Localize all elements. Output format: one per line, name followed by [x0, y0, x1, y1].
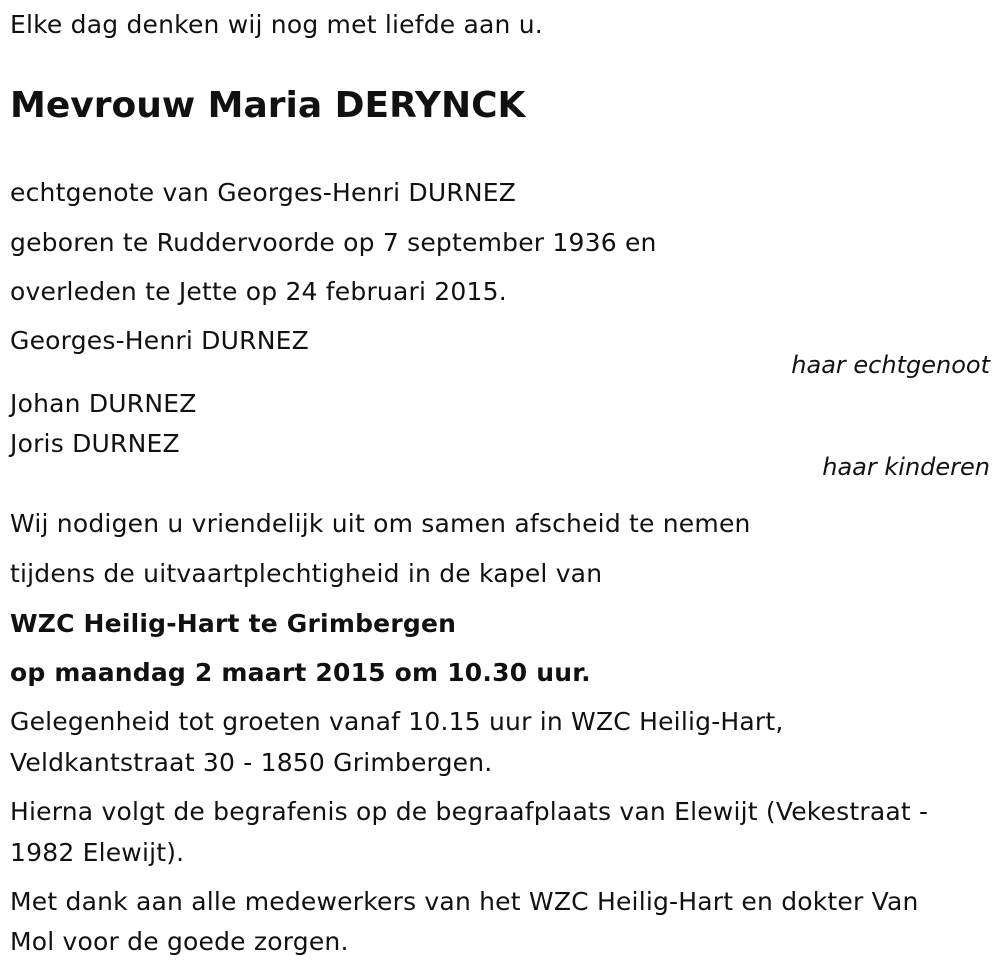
children-role: haar kinderen — [822, 453, 990, 481]
child-name-1: Johan DURNEZ — [10, 389, 197, 418]
invitation-line-1: Wij nodigen u vriendelijk uit om samen afscheid te nemen — [10, 509, 751, 538]
visitation-line-1: Gelegenheid tot groeten vanaf 10.15 uur in WZC Heilig-Hart, — [10, 707, 784, 736]
detail-death: overleden te Jette op 24 februari 2015. — [10, 277, 507, 306]
thanks-line-2: Mol voor de goede zorgen. — [10, 927, 349, 956]
ceremony-location: WZC Heilig-Hart te Grimbergen — [10, 609, 457, 638]
burial-line-2: 1982 Elewijt). — [10, 838, 185, 867]
deceased-name: Mevrouw Maria DERYNCK — [10, 85, 526, 126]
intro-text: Elke dag denken wij nog met liefde aan u. — [10, 10, 543, 39]
burial-line-1: Hierna volgt de begrafenis op de begraafplaats van Elewijt (Vekestraat - — [10, 797, 929, 826]
detail-spouse: echtgenote van Georges-Henri DURNEZ — [10, 178, 517, 207]
child-name-2: Joris DURNEZ — [10, 429, 180, 458]
thanks-line-1: Met dank aan alle medewerkers van het WZC Heilig-Hart en dokter Van — [10, 887, 919, 916]
spouse-name: Georges-Henri DURNEZ — [10, 326, 309, 355]
ceremony-datetime: op maandag 2 maart 2015 om 10.30 uur. — [10, 658, 591, 687]
detail-birth: geboren te Ruddervoorde op 7 september 1936 en — [10, 228, 657, 257]
visitation-line-2: Veldkantstraat 30 - 1850 Grimbergen. — [10, 748, 493, 777]
invitation-line-2: tijdens de uitvaartplechtigheid in de kapel van — [10, 559, 603, 588]
spouse-role: haar echtgenoot — [791, 351, 990, 379]
